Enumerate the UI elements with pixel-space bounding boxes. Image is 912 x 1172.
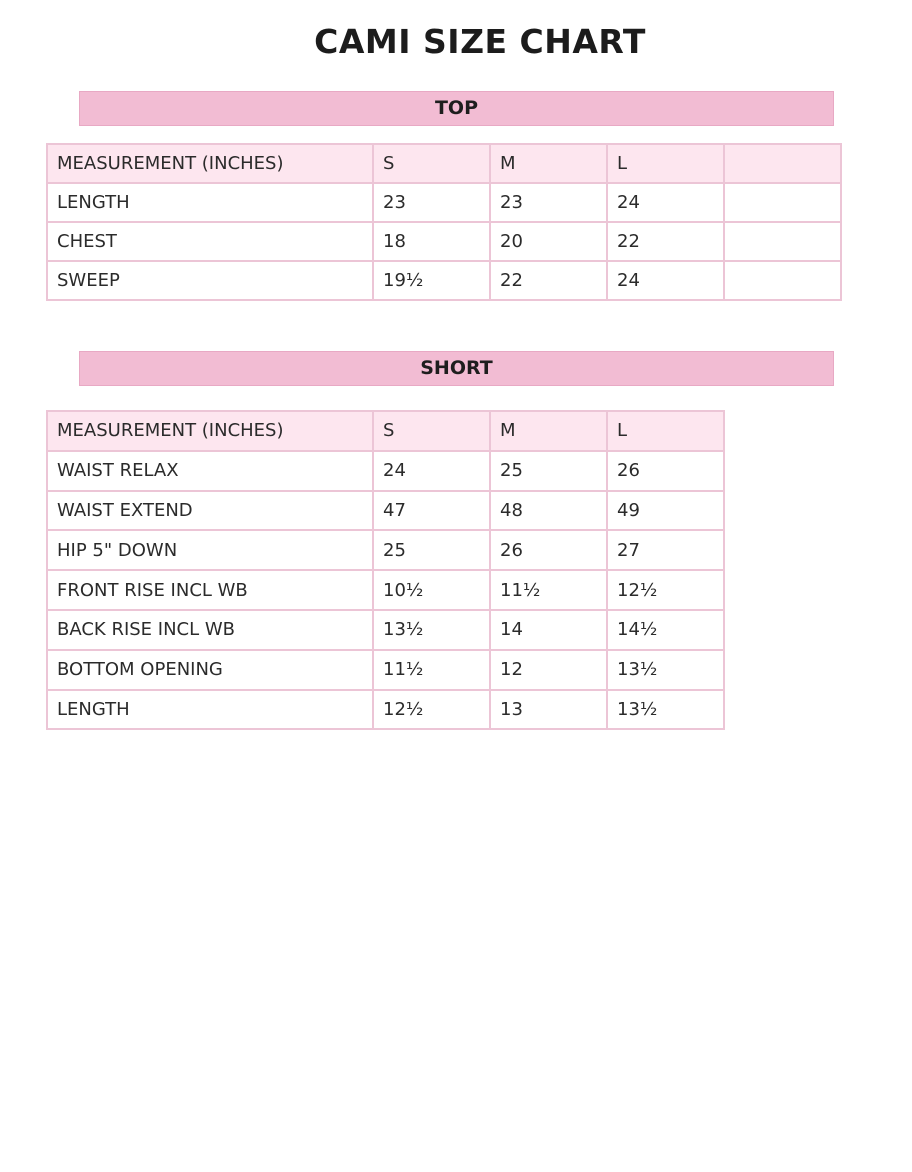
table-row <box>47 183 841 222</box>
table-cell: WAIST EXTEND <box>47 491 373 531</box>
table-cell: 18 <box>373 222 490 261</box>
table-cell: FRONT RISE INCL WB <box>47 570 373 610</box>
table-cell: 13½ <box>607 690 724 730</box>
page-title: CAMI SIZE CHART <box>314 22 646 61</box>
table-cell: 12 <box>490 650 607 690</box>
table-cell: LENGTH <box>47 183 373 222</box>
table-cell: HIP 5" DOWN <box>47 530 373 570</box>
column-header: MEASUREMENT (INCHES) <box>47 411 373 451</box>
table-cell: 13½ <box>373 610 490 650</box>
table-cell <box>724 183 841 222</box>
table-header-row <box>47 411 724 451</box>
column-header: S <box>373 411 490 451</box>
short-size-table <box>46 410 725 730</box>
table-cell: 20 <box>490 222 607 261</box>
table-cell: 25 <box>490 451 607 491</box>
table-cell: BACK RISE INCL WB <box>47 610 373 650</box>
table-cell: 14 <box>490 610 607 650</box>
table-row <box>47 570 724 610</box>
table-cell: SWEEP <box>47 261 373 300</box>
table-cell: 25 <box>373 530 490 570</box>
table-cell: 49 <box>607 491 724 531</box>
table-row <box>47 650 724 690</box>
table-cell: LENGTH <box>47 690 373 730</box>
column-header: L <box>607 144 724 183</box>
table-cell: 12½ <box>607 570 724 610</box>
table-row <box>47 261 841 300</box>
table-row <box>47 451 724 491</box>
column-header: L <box>607 411 724 451</box>
table-cell: 13 <box>490 690 607 730</box>
table-cell <box>724 222 841 261</box>
column-header: M <box>490 144 607 183</box>
table-cell: 24 <box>373 451 490 491</box>
table-row <box>47 491 724 531</box>
table-cell: 22 <box>490 261 607 300</box>
table-row <box>47 610 724 650</box>
table-cell: 22 <box>607 222 724 261</box>
table-cell: BOTTOM OPENING <box>47 650 373 690</box>
table-cell: 24 <box>607 261 724 300</box>
table-header-row <box>47 144 841 183</box>
table-cell: 24 <box>607 183 724 222</box>
table-cell: 48 <box>490 491 607 531</box>
table-cell: 23 <box>490 183 607 222</box>
table-cell: 14½ <box>607 610 724 650</box>
table-cell: 10½ <box>373 570 490 610</box>
table-row <box>47 222 841 261</box>
table-cell: 26 <box>607 451 724 491</box>
table-cell: CHEST <box>47 222 373 261</box>
table-cell: 23 <box>373 183 490 222</box>
table-row <box>47 690 724 730</box>
table-cell: 47 <box>373 491 490 531</box>
column-header: S <box>373 144 490 183</box>
table-cell: 11½ <box>373 650 490 690</box>
table-cell: WAIST RELAX <box>47 451 373 491</box>
column-header: M <box>490 411 607 451</box>
table-row <box>47 530 724 570</box>
top-section-heading: TOP <box>79 91 834 126</box>
table-cell <box>724 261 841 300</box>
column-header: MEASUREMENT (INCHES) <box>47 144 373 183</box>
top-size-table <box>46 143 842 301</box>
table-cell: 26 <box>490 530 607 570</box>
short-section-heading: SHORT <box>79 351 834 386</box>
table-cell: 19½ <box>373 261 490 300</box>
column-header <box>724 144 841 183</box>
table-cell: 27 <box>607 530 724 570</box>
table-cell: 11½ <box>490 570 607 610</box>
table-cell: 12½ <box>373 690 490 730</box>
table-cell: 13½ <box>607 650 724 690</box>
